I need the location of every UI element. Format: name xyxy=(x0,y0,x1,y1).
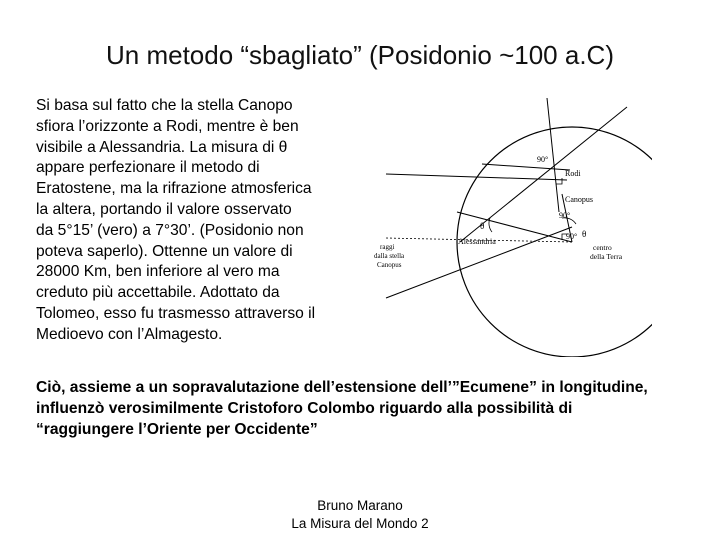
paragraph-line: Tolomeo, esso fu trasmesso attraverso il xyxy=(36,304,316,322)
paragraph-line: 28000 Km, ben inferiore al vero ma xyxy=(36,263,280,281)
rodi-zenith-line xyxy=(547,98,559,212)
paragraph-line: poteva saperlo). Ottenne un valore di xyxy=(36,242,293,260)
conclusion-line: influenzò verosimilmente Cristoforo Colombo riguardo alla possibilità di xyxy=(36,399,573,417)
label-theta-left: θ xyxy=(480,221,485,231)
label-alessandria: Alessandria xyxy=(458,237,496,246)
footer-author: Bruno Marano xyxy=(317,498,403,513)
paragraph-line: Medioevo con l’Almagesto. xyxy=(36,325,223,343)
paragraph-line: la altera, portando il valore osservato xyxy=(36,200,292,218)
label-90-right: 90° xyxy=(559,211,571,220)
label-centro-1: centro xyxy=(593,243,612,252)
label-90-top: 90° xyxy=(537,155,549,164)
label-raggi-2: dalla stella xyxy=(374,252,405,260)
footer-course: La Misura del Mondo 2 xyxy=(291,516,429,531)
label-canopus: Canopus xyxy=(565,195,593,204)
label-centro-2: della Terra xyxy=(590,252,623,261)
conclusion-line: Ciò, assieme a un sopravalutazione dell’estensione dell’”Ecumene” in longitudine, xyxy=(36,379,648,396)
conclusion-text xyxy=(36,378,716,440)
label-90-center: 90° xyxy=(566,232,578,241)
body-paragraph xyxy=(36,96,376,346)
label-theta-right: θ xyxy=(582,229,587,239)
alessandria-zenith-line xyxy=(460,107,627,242)
paragraph-line: visibile a Alessandria. La misura di θ xyxy=(36,138,288,156)
theta-arc-left xyxy=(489,218,492,232)
posidonio-diagram xyxy=(372,92,652,357)
paragraph-line: creduto più accettabile. Adottato da xyxy=(36,284,280,302)
paragraph-line: Eratostene, ma la rifrazione atmosferica xyxy=(36,180,312,198)
paragraph-line: sfiora l’orizzonte a Rodi, mentre è ben xyxy=(36,117,299,135)
paragraph-line: appare perfezionare il metodo di xyxy=(36,159,260,177)
label-raggi-1: raggi xyxy=(380,243,395,251)
paragraph-line: da 5°15’ (vero) a 7°30’. (Posidonio non xyxy=(36,221,304,239)
label-rodi: Rodi xyxy=(565,169,581,178)
paragraph-line: Si basa sul fatto che la stella Canopo xyxy=(36,97,293,114)
slide-title: Un metodo “sbagliato” (Posidonio ~100 a.C) xyxy=(105,40,614,70)
right-angle-mark-top xyxy=(556,178,562,184)
conclusion-line: “raggiungere l’Oriente per Occidente” xyxy=(36,420,318,438)
rodi-horizon-line xyxy=(482,164,570,170)
label-raggi-3: Canopus xyxy=(377,261,402,269)
slide-footer xyxy=(0,497,720,533)
